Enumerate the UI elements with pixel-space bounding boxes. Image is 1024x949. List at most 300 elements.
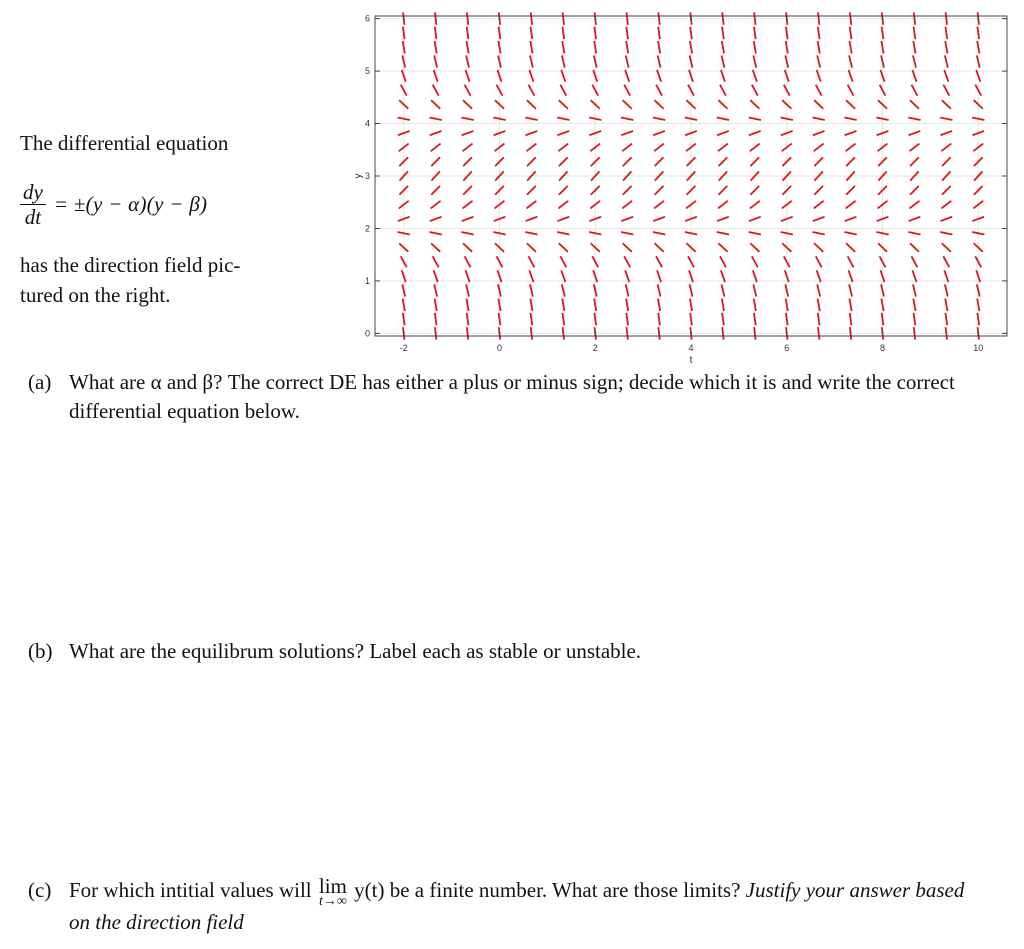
slope-segment bbox=[717, 232, 729, 235]
question-c-text-1: For which intitial values will bbox=[69, 878, 317, 902]
slope-segment bbox=[911, 256, 917, 267]
slope-segment bbox=[846, 144, 856, 152]
slope-segment bbox=[945, 313, 947, 325]
slope-segment bbox=[945, 284, 948, 296]
slope-segment bbox=[814, 100, 823, 109]
slope-segment bbox=[626, 313, 628, 325]
slope-segment bbox=[749, 232, 761, 235]
slope-segment bbox=[461, 232, 473, 235]
slope-segment bbox=[876, 232, 888, 235]
x-tick-label: 2 bbox=[592, 343, 598, 353]
slope-segment bbox=[435, 12, 436, 24]
slope-segment bbox=[561, 270, 565, 282]
slope-segment bbox=[910, 186, 919, 195]
slope-segment bbox=[430, 217, 442, 221]
slope-segment bbox=[914, 327, 915, 339]
slope-segment bbox=[944, 70, 948, 82]
slope-segment bbox=[559, 157, 568, 166]
slope-segment bbox=[621, 217, 633, 221]
slope-segment bbox=[430, 117, 442, 120]
slope-segment bbox=[626, 55, 629, 67]
slope-segment bbox=[623, 243, 632, 252]
slope-segment bbox=[433, 85, 439, 96]
slope-segment bbox=[530, 284, 533, 296]
slope-segment bbox=[946, 327, 947, 339]
slope-segment bbox=[912, 270, 916, 282]
slope-segment bbox=[463, 243, 472, 252]
slope-segment bbox=[848, 256, 854, 267]
slope-segment bbox=[624, 85, 630, 96]
slope-segment bbox=[754, 27, 756, 39]
y-tick-label: 0 bbox=[364, 328, 370, 339]
slope-segment bbox=[589, 117, 601, 120]
slope-segment bbox=[559, 186, 568, 195]
slope-segment bbox=[466, 299, 468, 311]
slope-segment bbox=[850, 27, 852, 39]
slope-segment bbox=[654, 201, 664, 209]
fraction-numerator: dy bbox=[20, 180, 46, 205]
question-a-text: What are α and β? The correct DE has either a plus or minus sign; decide which it is and write the correct differential equation below. bbox=[69, 370, 955, 423]
y-tick-label: 2 bbox=[364, 223, 370, 234]
slope-segment bbox=[658, 27, 660, 39]
slope-segment bbox=[750, 157, 759, 166]
slope-segment bbox=[786, 41, 788, 53]
slope-segment bbox=[561, 70, 565, 82]
slope-segment bbox=[721, 284, 724, 296]
slope-segment bbox=[435, 313, 437, 325]
slope-segment bbox=[814, 201, 824, 209]
slope-segment bbox=[466, 41, 468, 53]
slope-segment bbox=[942, 100, 951, 109]
slope-segment bbox=[722, 27, 724, 39]
slope-segment bbox=[655, 100, 664, 109]
limit-subscript: t→∞ bbox=[318, 894, 347, 909]
slope-segment bbox=[850, 313, 852, 325]
slope-segment bbox=[913, 55, 916, 67]
y-tick-label: 5 bbox=[364, 66, 370, 77]
slope-segment bbox=[846, 100, 855, 109]
slope-segment bbox=[845, 131, 857, 135]
slope-segment bbox=[942, 157, 951, 166]
y-tick-label: 3 bbox=[364, 171, 370, 181]
slope-segment bbox=[946, 12, 947, 24]
slope-segment bbox=[499, 27, 501, 39]
slope-segment bbox=[721, 270, 725, 282]
slope-segment bbox=[849, 299, 851, 311]
slope-segment bbox=[881, 41, 883, 53]
slope-segment bbox=[463, 100, 472, 109]
slope-segment bbox=[527, 186, 536, 195]
slope-segment bbox=[430, 232, 442, 235]
slope-segment bbox=[818, 41, 820, 53]
slope-segment bbox=[465, 256, 471, 267]
slope-segment bbox=[435, 299, 437, 311]
slope-segment bbox=[849, 41, 851, 53]
slope-segment bbox=[563, 327, 564, 339]
question-b bbox=[28, 637, 988, 666]
slope-segment bbox=[754, 313, 756, 325]
slope-segment bbox=[461, 117, 473, 120]
slope-segment bbox=[941, 201, 951, 209]
slope-segment bbox=[849, 55, 852, 67]
slope-segment bbox=[594, 27, 596, 39]
slope-segment bbox=[818, 12, 819, 24]
slope-segment bbox=[658, 41, 660, 53]
slope-segment bbox=[462, 217, 474, 221]
slope-segment bbox=[658, 299, 660, 311]
slope-segment bbox=[882, 313, 884, 325]
slope-segment bbox=[753, 284, 756, 296]
slope-segment bbox=[717, 217, 729, 221]
slope-segment bbox=[557, 117, 569, 120]
slope-segment bbox=[557, 232, 569, 235]
slope-segment bbox=[813, 131, 825, 135]
slope-segment bbox=[786, 299, 788, 311]
slope-segment bbox=[914, 12, 915, 24]
x-tick-label: 8 bbox=[880, 343, 886, 353]
slope-segment bbox=[722, 41, 724, 53]
slope-segment bbox=[560, 256, 566, 267]
slope-segment bbox=[431, 144, 441, 152]
x-tick-label: 4 bbox=[688, 343, 694, 353]
slope-segment bbox=[526, 201, 536, 209]
slope-segment bbox=[718, 100, 727, 109]
slope-segment bbox=[909, 217, 921, 221]
slope-segment bbox=[658, 313, 660, 325]
slope-segment bbox=[594, 41, 596, 53]
intro-line-1: The differential equation bbox=[20, 131, 229, 155]
slope-segment bbox=[398, 117, 410, 120]
limit-word: lim bbox=[318, 874, 347, 898]
slope-segment bbox=[913, 41, 915, 53]
slope-segment bbox=[466, 270, 470, 282]
slope-segment bbox=[562, 313, 564, 325]
slope-segment bbox=[658, 327, 659, 339]
slope-segment bbox=[658, 12, 659, 24]
slope-segment bbox=[621, 117, 633, 120]
slope-segment bbox=[813, 217, 825, 221]
slope-segment bbox=[434, 70, 438, 82]
slope-segment bbox=[816, 85, 822, 96]
slope-segment bbox=[431, 100, 440, 109]
slope-segment bbox=[940, 131, 952, 135]
slope-segment bbox=[465, 85, 471, 96]
limit-expression bbox=[319, 876, 347, 908]
slope-segment bbox=[750, 243, 759, 252]
slope-segment bbox=[720, 85, 726, 96]
slope-segment bbox=[653, 232, 665, 235]
slope-segment bbox=[814, 186, 823, 195]
slope-segment bbox=[557, 131, 569, 135]
slope-segment bbox=[818, 313, 820, 325]
slope-segment bbox=[752, 85, 758, 96]
slope-segment bbox=[910, 243, 919, 252]
question-a-label: (a) bbox=[28, 370, 52, 394]
slope-segment bbox=[940, 117, 952, 120]
slope-segment bbox=[813, 232, 825, 235]
slope-segment bbox=[621, 131, 633, 135]
slope-segment bbox=[493, 117, 505, 120]
slope-segment bbox=[845, 217, 857, 221]
slope-segment bbox=[749, 117, 761, 120]
x-tick-label: -2 bbox=[399, 343, 408, 353]
slope-segment bbox=[849, 270, 853, 282]
slope-segment bbox=[817, 284, 820, 296]
slope-segment bbox=[467, 12, 468, 24]
slope-segment bbox=[626, 12, 627, 24]
slope-segment bbox=[942, 186, 951, 195]
slope-segment bbox=[657, 70, 661, 82]
slope-segment bbox=[562, 284, 565, 296]
x-tick-label: 10 bbox=[973, 343, 984, 353]
slope-segment bbox=[431, 243, 440, 252]
slope-segment bbox=[531, 27, 533, 39]
slope-segment bbox=[752, 256, 758, 267]
slope-segment bbox=[786, 313, 788, 325]
slope-segment bbox=[498, 299, 500, 311]
slope-segment bbox=[589, 232, 601, 235]
slope-segment bbox=[653, 131, 665, 135]
slope-segment bbox=[435, 327, 436, 339]
slope-segment bbox=[913, 284, 916, 296]
slope-segment bbox=[750, 100, 759, 109]
question-b-text: What are the equilibrum solutions? Label each as stable or unstable. bbox=[69, 639, 642, 663]
slope-segment bbox=[945, 55, 948, 67]
slope-segment bbox=[655, 243, 664, 252]
slope-segment bbox=[753, 70, 757, 82]
slope-segment bbox=[690, 41, 692, 53]
slope-segment bbox=[690, 313, 692, 325]
slope-segment bbox=[433, 256, 439, 267]
dy-dt-fraction bbox=[20, 180, 46, 229]
slope-segment bbox=[527, 157, 536, 166]
slope-segment bbox=[526, 131, 538, 135]
slope-segment bbox=[430, 131, 442, 135]
intro-line-2: has the direction field pic- bbox=[20, 253, 241, 277]
slope-segment bbox=[914, 27, 916, 39]
slope-segment bbox=[717, 131, 729, 135]
slope-segment bbox=[625, 70, 629, 82]
slope-segment bbox=[525, 232, 537, 235]
slope-segment bbox=[623, 157, 632, 166]
slope-segment bbox=[977, 313, 979, 325]
slope-segment bbox=[499, 313, 501, 325]
slope-segment bbox=[526, 217, 538, 221]
slope-segment bbox=[749, 131, 761, 135]
y-tick-label: 6 bbox=[364, 13, 370, 24]
slope-segment bbox=[754, 299, 756, 311]
slope-segment bbox=[435, 41, 437, 53]
slope-segment bbox=[913, 299, 915, 311]
slope-segment bbox=[531, 313, 533, 325]
slope-segment bbox=[656, 85, 662, 96]
slope-segment bbox=[814, 144, 824, 152]
intro-line-3: tured on the right. bbox=[20, 283, 171, 307]
y-tick-label: 1 bbox=[364, 275, 370, 286]
slope-segment bbox=[908, 117, 920, 120]
slope-segment bbox=[817, 270, 821, 282]
slope-segment bbox=[911, 85, 917, 96]
slope-segment bbox=[850, 327, 851, 339]
slope-segment bbox=[750, 144, 760, 152]
slope-segment bbox=[719, 157, 728, 166]
slope-segment bbox=[972, 232, 984, 235]
slope-segment bbox=[685, 232, 697, 235]
slope-segment bbox=[498, 41, 500, 53]
slope-segment bbox=[718, 243, 727, 252]
question-c-label: (c) bbox=[28, 878, 52, 902]
slope-segment bbox=[558, 144, 568, 152]
slope-segment bbox=[848, 85, 854, 96]
slope-segment bbox=[977, 27, 979, 39]
slope-segment bbox=[435, 27, 437, 39]
slope-segment bbox=[403, 27, 405, 39]
y-axis-label: y bbox=[353, 173, 364, 179]
slope-segment bbox=[846, 157, 855, 166]
question-b-label: (b) bbox=[28, 639, 53, 663]
slope-segment bbox=[846, 186, 855, 195]
slope-segment bbox=[530, 55, 533, 67]
slope-segment bbox=[467, 327, 468, 339]
slope-segment bbox=[910, 157, 919, 166]
intro-text-2 bbox=[20, 250, 320, 310]
slope-segment bbox=[626, 27, 628, 39]
slope-segment bbox=[722, 327, 723, 339]
slope-segment bbox=[558, 201, 568, 209]
x-tick-label: 0 bbox=[496, 343, 502, 353]
slope-segment bbox=[754, 327, 755, 339]
slope-segment bbox=[463, 201, 473, 209]
slope-segment bbox=[403, 313, 405, 325]
slope-segment bbox=[718, 144, 728, 152]
slope-segment bbox=[431, 186, 440, 195]
slope-segment bbox=[525, 117, 537, 120]
slope-segment bbox=[594, 313, 596, 325]
slope-segment bbox=[622, 201, 632, 209]
slope-segment bbox=[658, 284, 661, 296]
slope-segment bbox=[398, 232, 410, 235]
slope-segment bbox=[528, 256, 534, 267]
slope-segment bbox=[813, 117, 825, 120]
slope-segment bbox=[467, 27, 469, 39]
slope-segment bbox=[626, 284, 629, 296]
slope-segment bbox=[626, 327, 627, 339]
slope-segment bbox=[403, 41, 405, 53]
question-c bbox=[28, 876, 988, 937]
slope-segment bbox=[493, 232, 505, 235]
slope-segment bbox=[781, 232, 793, 235]
slope-segment bbox=[466, 284, 469, 296]
slope-segment bbox=[719, 186, 728, 195]
slope-segment bbox=[721, 70, 725, 82]
slope-segment bbox=[849, 284, 852, 296]
slope-segment bbox=[434, 284, 437, 296]
slope-segment bbox=[945, 299, 947, 311]
slope-segment bbox=[818, 327, 819, 339]
slope-segment bbox=[944, 270, 948, 282]
slope-segment bbox=[977, 299, 979, 311]
slope-segment bbox=[914, 313, 916, 325]
equation-rhs: = ±(y − α)(y − β) bbox=[53, 191, 208, 216]
question-c-text bbox=[69, 876, 988, 937]
slope-segment bbox=[718, 201, 728, 209]
slope-segment bbox=[721, 55, 724, 67]
slope-segment bbox=[818, 299, 820, 311]
slope-segment bbox=[621, 232, 633, 235]
slope-segment bbox=[655, 157, 664, 166]
slope-segment bbox=[945, 41, 947, 53]
slope-segment bbox=[844, 232, 856, 235]
slope-segment bbox=[818, 27, 820, 39]
slope-segment bbox=[786, 27, 788, 39]
slope-segment bbox=[653, 217, 665, 221]
slope-segment bbox=[846, 243, 855, 252]
slope-segment bbox=[530, 41, 532, 53]
question-a bbox=[28, 368, 988, 426]
slope-segment bbox=[531, 327, 532, 339]
slope-segment bbox=[526, 144, 536, 152]
slope-segment bbox=[559, 243, 568, 252]
slope-segment bbox=[463, 144, 473, 152]
slope-segment bbox=[817, 55, 820, 67]
slope-segment bbox=[817, 70, 821, 82]
slope-segment bbox=[462, 131, 474, 135]
slope-segment bbox=[654, 144, 664, 152]
slope-segment bbox=[722, 12, 723, 24]
slope-segment bbox=[814, 157, 823, 166]
slope-segment bbox=[529, 270, 533, 282]
slope-segment bbox=[466, 55, 469, 67]
slope-segment bbox=[624, 256, 630, 267]
slope-segment bbox=[720, 256, 726, 267]
intro-text bbox=[20, 128, 320, 158]
y-tick-label: 4 bbox=[364, 118, 370, 129]
slope-segment bbox=[463, 186, 472, 195]
slope-segment bbox=[562, 55, 565, 67]
differential-equation bbox=[20, 176, 207, 232]
question-c-text-2: y(t) be a finite number. What are those limits? bbox=[348, 878, 746, 902]
slope-segment bbox=[881, 299, 883, 311]
slope-segment bbox=[594, 299, 596, 311]
question-c-text-3: Justify your answer based on the direction field bbox=[69, 878, 965, 934]
slope-segment bbox=[882, 27, 884, 39]
slope-segment bbox=[626, 41, 628, 53]
slope-segment bbox=[876, 117, 888, 120]
slope-segment bbox=[912, 70, 916, 82]
x-tick-label: 6 bbox=[784, 343, 790, 353]
slope-segment bbox=[656, 256, 662, 267]
slope-segment bbox=[910, 100, 919, 109]
slope-segment bbox=[754, 12, 755, 24]
slope-segment bbox=[750, 186, 759, 195]
slope-segment bbox=[625, 270, 629, 282]
slope-segment bbox=[528, 85, 534, 96]
slope-segment bbox=[814, 243, 823, 252]
slope-segment bbox=[655, 186, 664, 195]
slope-segment bbox=[403, 299, 405, 311]
slope-segment bbox=[749, 217, 761, 221]
slope-segment bbox=[943, 85, 949, 96]
slope-segment bbox=[722, 299, 724, 311]
slope-segment bbox=[626, 299, 628, 311]
slope-segment bbox=[431, 157, 440, 166]
slope-segment bbox=[750, 201, 760, 209]
slope-segment bbox=[754, 41, 756, 53]
slope-segment bbox=[909, 144, 919, 152]
slope-segment bbox=[685, 117, 697, 120]
slope-segment bbox=[657, 270, 661, 282]
slope-segment bbox=[945, 27, 947, 39]
